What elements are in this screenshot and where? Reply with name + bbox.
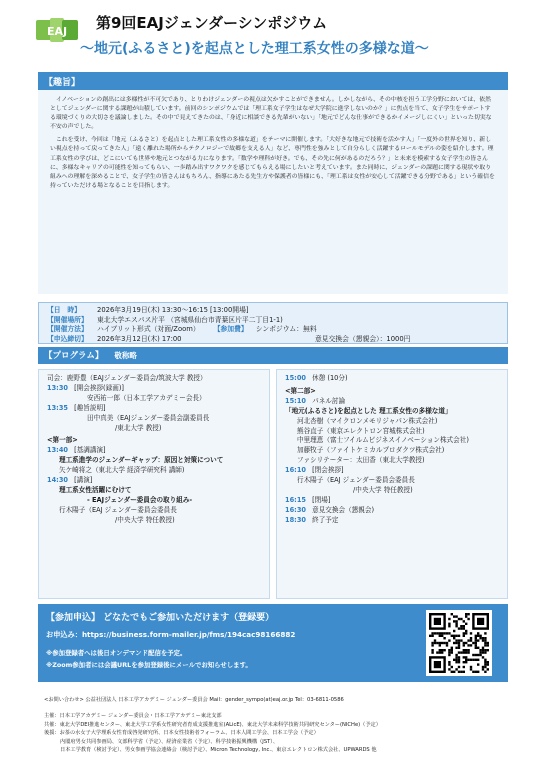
time: 16:10 (285, 466, 306, 475)
registration-link[interactable]: お申込み：https://business.form-mailer.jp/fms/194cac98166882 (46, 630, 296, 639)
info-venue-row (47, 316, 499, 326)
mc-text: 司会：鹿野豊（EAJジェンダー委員会/筑波大学 教授） (47, 374, 207, 382)
deadline-label: 【申込締切】 (47, 334, 88, 343)
speaker-affiliation: /中央大学 特任教授) (115, 515, 175, 524)
abstract-body (38, 90, 508, 191)
event-info (38, 302, 508, 344)
list-item (47, 446, 261, 456)
list-item (47, 404, 261, 414)
speaker-affiliation: /東北大学 教授) (115, 423, 162, 432)
fee-label: 【参加費】 (213, 325, 248, 334)
speaker: 行木陽子（EAJ ジェンダー委員会委員長 (59, 505, 177, 514)
speaker-affiliation: /中央大学 特任教授) (353, 485, 413, 494)
panel-title: 「地元(ふるさと)を起点とした 理工系女性の多様な道」 (285, 406, 452, 415)
item-label: パネル討論 (312, 396, 346, 405)
panelist: 加藤牧子（ファイトケミカルプロダクツ株式会社) (297, 446, 445, 455)
time: 15:10 (285, 396, 306, 405)
list-item (285, 516, 499, 526)
time: 14:30 (47, 476, 68, 485)
item-label: 終了予定 (312, 515, 339, 524)
list-item (285, 506, 499, 516)
logo-text: EAJ (46, 25, 68, 38)
list-item (47, 476, 261, 486)
time: 16:30 (285, 505, 306, 514)
info-date-row (47, 306, 499, 316)
time: 18:30 (285, 515, 306, 524)
deadline-value: 2026年3月12日(木) 17:00 (97, 334, 182, 343)
abstract-section (38, 72, 508, 294)
abstract-paragraph-1: イノベーションの創出には多様性が不可欠であり、とりわけジェンダーの視点は欠かすことができません。しかしながら、その中核を担う工学分野においては、依然としてジェンダーに関する課題が山積しています。前回のシンポジウムでは「理工系女子学生はなぜ大学院に進学しないのか？」に焦点を当て、女子学生をサポートする環境づくりの大切さを議論しました。その中で見えてきたのは、「身近に相談できる先輩がいない」「地元でどんな仕事ができるかイメージしにくい」といった切実な不安の声でした。 (50, 97, 492, 131)
program-title: 【プログラム】 (44, 351, 104, 361)
support-line-1: 後援：お茶の水女子大学理系女性育成啓発研究所、日本女性技術者フォーラム、日本人間工学会、日本工学会（予定） (44, 730, 319, 737)
time: 16:15 (285, 495, 306, 504)
title-line2: ～地元(ふるさと)を起点とした理工系女性の多様な道～ (80, 41, 429, 57)
list-item (285, 466, 499, 476)
item-label: 意見交換会（懇親会) (312, 505, 375, 514)
time: 13:30 (47, 383, 68, 392)
registration-title: 【参加申込】 どなたでもご参加いただけます（登録要） (46, 613, 275, 623)
item-label: [趣旨説明] (74, 403, 106, 412)
organizer: 主催：日本工学アカデミー ジェンダー委員会・日本工学アカデミー東北支部 (44, 713, 222, 720)
abstract-heading: 【趣旨】 (38, 72, 508, 90)
talk-title: 理工系進学のジェンダーギャップ：原因と対策について (59, 456, 224, 465)
registration-section (38, 604, 508, 682)
item-label: [講演] (74, 476, 93, 485)
info-deadline-row (47, 335, 499, 345)
speaker: 田中真美（EAJジェンダー委員会副委員長 (87, 413, 210, 422)
facilitator: ファシリテーター：太田香（東北大学教授) (297, 456, 425, 465)
contact-info: <お問い合わせ> 公益社団法人 日本工学アカデミー ジェンダー委員会 Mail：gender_sympo(at)eaj.or.jp Tel：03-6811-0586 (44, 697, 344, 703)
panelist: 熊谷直子（東京エレクトロン宮城株式会社) (297, 426, 425, 435)
speaker: 行木陽子（EAJ ジェンダー委員会委員長 (297, 476, 415, 485)
list-item (285, 397, 499, 407)
program-right-column (276, 369, 508, 599)
qr-code[interactable] (426, 610, 492, 676)
list-item (285, 496, 499, 506)
item-label: [基調講演] (74, 446, 106, 455)
eaj-logo-icon (36, 16, 78, 44)
program-heading (38, 347, 508, 364)
part-one-label: <第一部> (47, 436, 78, 445)
cohost: 共催：東北大学DEI推進センター、東北大学工学系女性研究者育成支援推進室(ALicE)、東北大学未来科学技術共同研究センター(NICHe)（予定） (44, 721, 381, 728)
item-label: [閉場] (312, 495, 331, 504)
venue-label: 【開催場所】 (47, 315, 88, 324)
registration-note-1: ※参加登録者へは後日オンデマンド配信を予定。 (46, 649, 187, 657)
item-label: [開会挨拶(録画)] (74, 383, 124, 392)
speaker: 矢ケ崎将之（東北大学 経済学研究科 講師) (59, 466, 185, 475)
header (0, 0, 540, 66)
time: 13:40 (47, 446, 68, 455)
talk-title: 理工系女性活躍にむけて (59, 485, 132, 494)
talk-subtitle: - EAJジェンダー委員会の取り組み- (87, 495, 193, 504)
program-left-column (38, 369, 270, 599)
part-two-label: <第二部> (285, 386, 316, 395)
support-line-2: 内閣府男女共同参画局、文部科学省（予定）、経済産業省（予定）、科学技術振興機構（JST）、 (60, 738, 279, 745)
registration-note-2: ※Zoom参加者には会議URLを参加登録後にメールでお知らせします。 (46, 661, 252, 669)
qr-code-icon (429, 613, 489, 673)
list-item (47, 384, 261, 394)
venue-value: 東北大学エスパス片平 （宮城県仙台市青葉区片平二丁目1-1) (97, 315, 283, 324)
format-value: ハイブリット形式（対面/Zoom） (97, 325, 200, 334)
item-label: 休憩 (10分) (312, 374, 348, 382)
support-line-3: 日本工学教育（検討予定）、男女参画学協会連絡会（検討予定）、Micron Technology, Inc.、東京エレクトロン株式会社、UPWARDS 他 (60, 747, 377, 754)
list-item (285, 374, 499, 384)
time: 15:00 (285, 374, 306, 382)
footer (44, 696, 504, 754)
info-format-row (47, 325, 499, 335)
abstract-paragraph-2: これを受け、今回は「地元（ふるさと）を起点とした理工系女性の多様な道」をテーマに開催します。「大好きな地元で技術を活かす人」「一度外の世界を知り、新しい視点を持って戻ってきた人」「遠く離れた場所からテクノロジーで故郷を支える人」など、専門性を強みとして自分らしく活躍するロールモデルの姿を紹介します。理工系女性の学びは、どこにいても世界や地元とつながる力になります。「数学や理科が好き。でも、その先に何があるのだろう？」と未来を模索する女子学生の皆さんに、多様なキャリアの可能性を知ってもらい、一歩踏み出すワクワクを感じてもらえる場にしたいと考えています。また同時に、ジェンダーの課題に関する現状や取り組みへの理解を深めることで、女子学生の皆さんはもちろん、指導にあたる先生方や保護者の皆様にも、「理工系は女性が安心して活躍できる分野である」という確信を持っていただける場となることを目指します。 (50, 137, 495, 189)
panelist: 中里理恵（富士フイルムビジネスイノベーション株式会社) (297, 436, 469, 445)
panelist: 河北杏樹（マイクロンメモリジャパン株式会社) (297, 416, 438, 425)
date-value: 2026年3月19日(木) 13:30～16:15 [13:00開場] (97, 306, 249, 314)
format-label: 【開催方法】 (47, 325, 88, 334)
program-subheading: 敬称略 (114, 351, 137, 360)
item-label: [閉会挨拶] (312, 466, 344, 475)
fee-value: シンポジウム：無料 (255, 325, 317, 334)
reception-value: 意見交換会（懇親会）：1000円 (315, 334, 411, 343)
time: 13:35 (47, 403, 68, 412)
title-line1: 第9回EAJジェンダーシンポジウム (96, 14, 328, 32)
speaker: 安西祐一郎（日本工学アカデミー会長） (87, 393, 206, 402)
date-label: 【日 時】 (47, 306, 81, 314)
